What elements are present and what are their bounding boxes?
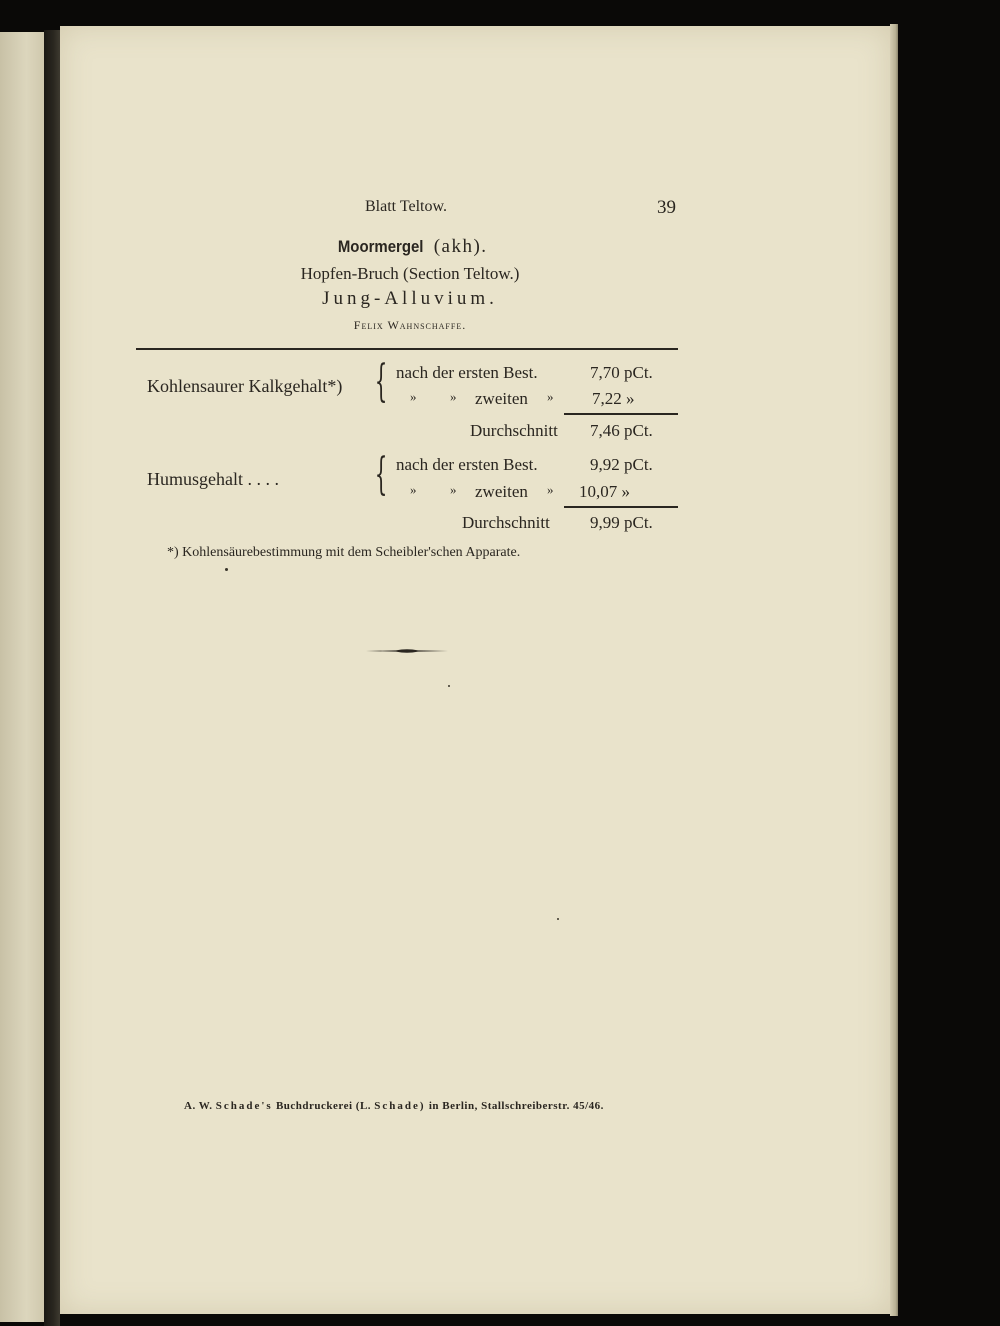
row-desc: nach der ersten Best. [396,363,538,382]
brace-icon: { [374,356,388,407]
paper-speck [225,568,228,571]
ditto-mark: » [547,482,554,497]
ditto-mark: » [410,482,417,497]
ditto-mark: » [450,389,457,404]
ditto-mark: » [410,389,417,404]
ditto-mark: » [547,389,554,404]
group-label-humus: Humusgehalt . . . . [147,469,279,489]
footnote: *) Kohlensäurebestimmung mit dem Scheibler'schen Apparate. [167,545,521,560]
paper-speck [557,918,559,920]
title-abbreviation: (akh). [433,236,488,257]
epoch-line: Jung-Alluvium. [322,288,498,309]
ornamental-rule [366,647,448,655]
title-name: Moormergel [338,237,424,256]
book-gutter [44,30,60,1326]
book-page [60,26,890,1314]
sum-rule [564,506,678,508]
paper-speck [448,685,450,687]
average-label: Durchschnitt [462,513,550,532]
page-edge-stack [890,24,898,1316]
page-number: 39 [657,197,676,218]
section-title [60,236,760,258]
printer-imprint: A. W. Schade's Buchdruckerei (L. Schade) in Berlin, Stallschreiberstr. 45/46. [184,1100,604,1112]
row-value: 9,92 pCt. [590,455,653,474]
row-word: zweiten [475,482,528,501]
average-label: Durchschnitt [470,421,558,440]
row-value: 7,22 » [592,389,635,408]
table-top-rule [136,348,678,350]
previous-page-edge [0,32,44,1322]
average-value: 9,99 pCt. [590,513,653,532]
row-value: 10,07 » [579,482,630,501]
running-title: Blatt Teltow. [365,198,447,215]
author-line: Felix Wahnschaffe. [353,318,467,332]
group-label-carbonate: Kohlensaurer Kalkgehalt*) [147,376,343,396]
average-value: 7,46 pCt. [590,421,653,440]
brace-icon: { [374,449,388,500]
ditto-mark: » [450,482,457,497]
row-value: 7,70 pCt. [590,363,653,382]
locality-line: Hopfen-Bruch (Section Teltow.) [300,264,520,283]
row-word: zweiten [475,389,528,408]
row-desc: nach der ersten Best. [396,455,538,474]
sum-rule [564,413,678,415]
